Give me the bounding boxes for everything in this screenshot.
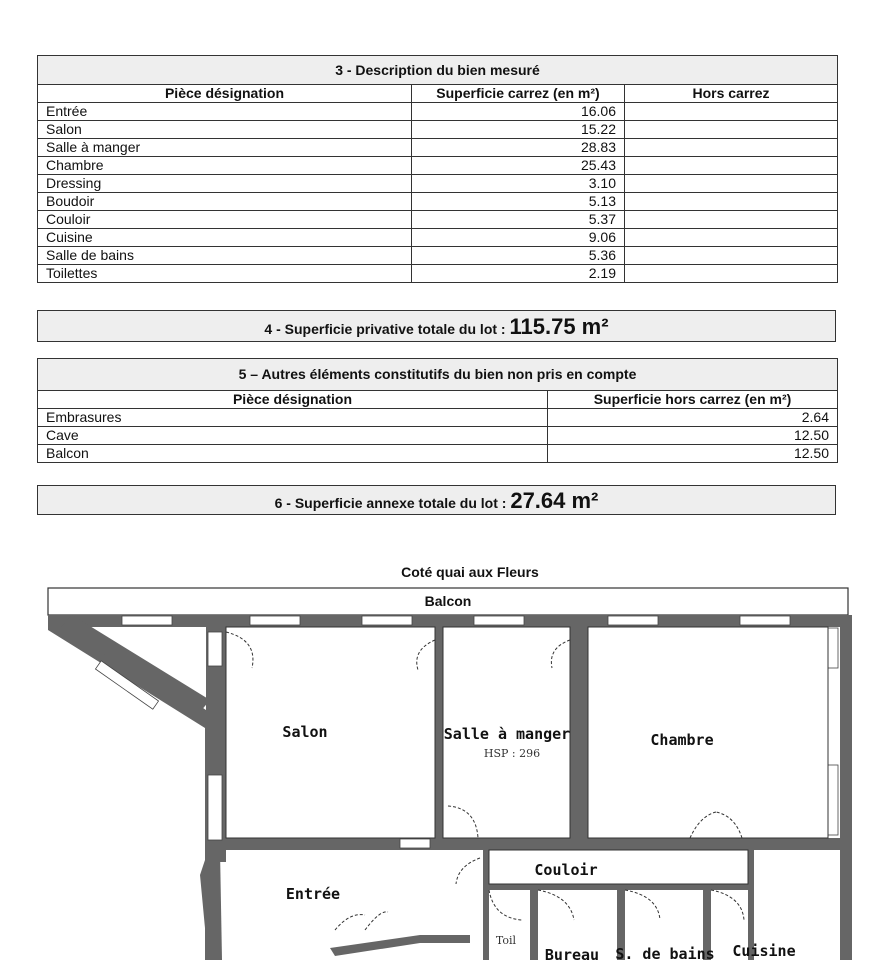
- room-salle-a-manger: Salle à manger: [443, 725, 571, 743]
- total-privative-band: [37, 310, 836, 342]
- table-row: [38, 193, 838, 211]
- cell-room: Salon: [38, 121, 412, 139]
- cell-hors: [625, 121, 838, 139]
- table-row: [38, 409, 838, 427]
- section5-title: 5 – Autres éléments constitutifs du bien non pris en compte: [38, 359, 838, 391]
- total-annexe-label: 6 - Superficie annexe totale du lot :: [274, 495, 507, 511]
- table-row: [38, 247, 838, 265]
- cell-area: 5.37: [412, 211, 625, 229]
- cell-room: Dressing: [38, 175, 412, 193]
- plan-title: Coté quai aux Fleurs: [401, 564, 539, 580]
- col-hors-carrez-5: Superficie hors carrez (en m²): [548, 391, 838, 409]
- room-entree: Entrée: [285, 885, 341, 903]
- cell-area: 2.19: [412, 265, 625, 283]
- room-toil: Toil: [495, 934, 517, 947]
- cell-area: 15.22: [412, 121, 625, 139]
- cell-hors: [625, 139, 838, 157]
- table-row: [38, 121, 838, 139]
- cell-hors: [625, 193, 838, 211]
- cell-area: 12.50: [548, 445, 838, 463]
- room-cuisine: Cuisine: [732, 942, 796, 960]
- hsp-label: HSP : 296: [483, 747, 541, 760]
- room-sdb: S. de bains: [615, 945, 715, 960]
- cell-area: 2.64: [548, 409, 838, 427]
- section3-title: 3 - Description du bien mesuré: [38, 56, 838, 85]
- floor-plan: [0, 584, 893, 960]
- cell-room: Entrée: [38, 103, 412, 121]
- cell-area: 3.10: [412, 175, 625, 193]
- total-privative-label: 4 - Superficie privative totale du lot :: [264, 321, 506, 337]
- room-bureau: Bureau: [544, 946, 600, 960]
- cell-hors: [625, 211, 838, 229]
- cell-room: Balcon: [38, 445, 548, 463]
- cell-hors: [625, 175, 838, 193]
- cell-area: 5.36: [412, 247, 625, 265]
- cell-room: Boudoir: [38, 193, 412, 211]
- cell-room: Embrasures: [38, 409, 548, 427]
- total-annexe-band: [37, 485, 836, 515]
- cell-hors: [625, 103, 838, 121]
- col-carrez: Superficie carrez (en m²): [412, 85, 625, 103]
- table-row: [38, 265, 838, 283]
- cell-room: Cuisine: [38, 229, 412, 247]
- description-table: [37, 55, 838, 283]
- room-couloir: Couloir: [534, 861, 598, 879]
- total-annexe-value: 27.64 m²: [510, 488, 599, 513]
- table-row: [38, 445, 838, 463]
- total-privative-value: 115.75 m²: [509, 314, 609, 339]
- cell-hors: [625, 157, 838, 175]
- cell-area: 12.50: [548, 427, 838, 445]
- table-row: [38, 427, 838, 445]
- cell-area: 25.43: [412, 157, 625, 175]
- autres-elements-table: [37, 358, 838, 463]
- cell-room: Chambre: [38, 157, 412, 175]
- cell-hors: [625, 229, 838, 247]
- cell-room: Couloir: [38, 211, 412, 229]
- col-piece: Pièce désignation: [38, 85, 412, 103]
- table-row: [38, 139, 838, 157]
- cell-hors: [625, 265, 838, 283]
- cell-area: 5.13: [412, 193, 625, 211]
- cell-hors: [625, 247, 838, 265]
- balcon-label: Balcon: [424, 593, 472, 609]
- col-piece-5: Pièce désignation: [38, 391, 548, 409]
- table-row: [38, 103, 838, 121]
- cell-area: 9.06: [412, 229, 625, 247]
- table-row: [38, 211, 838, 229]
- room-chambre: Chambre: [650, 731, 714, 749]
- col-hors-carrez: Hors carrez: [625, 85, 838, 103]
- table-row: [38, 157, 838, 175]
- table-row: [38, 229, 838, 247]
- cell-room: Cave: [38, 427, 548, 445]
- cell-room: Salle de bains: [38, 247, 412, 265]
- cell-area: 28.83: [412, 139, 625, 157]
- cell-room: Salle à manger: [38, 139, 412, 157]
- cell-room: Toilettes: [38, 265, 412, 283]
- cell-area: 16.06: [412, 103, 625, 121]
- room-salon: Salon: [282, 723, 328, 741]
- table-row: [38, 175, 838, 193]
